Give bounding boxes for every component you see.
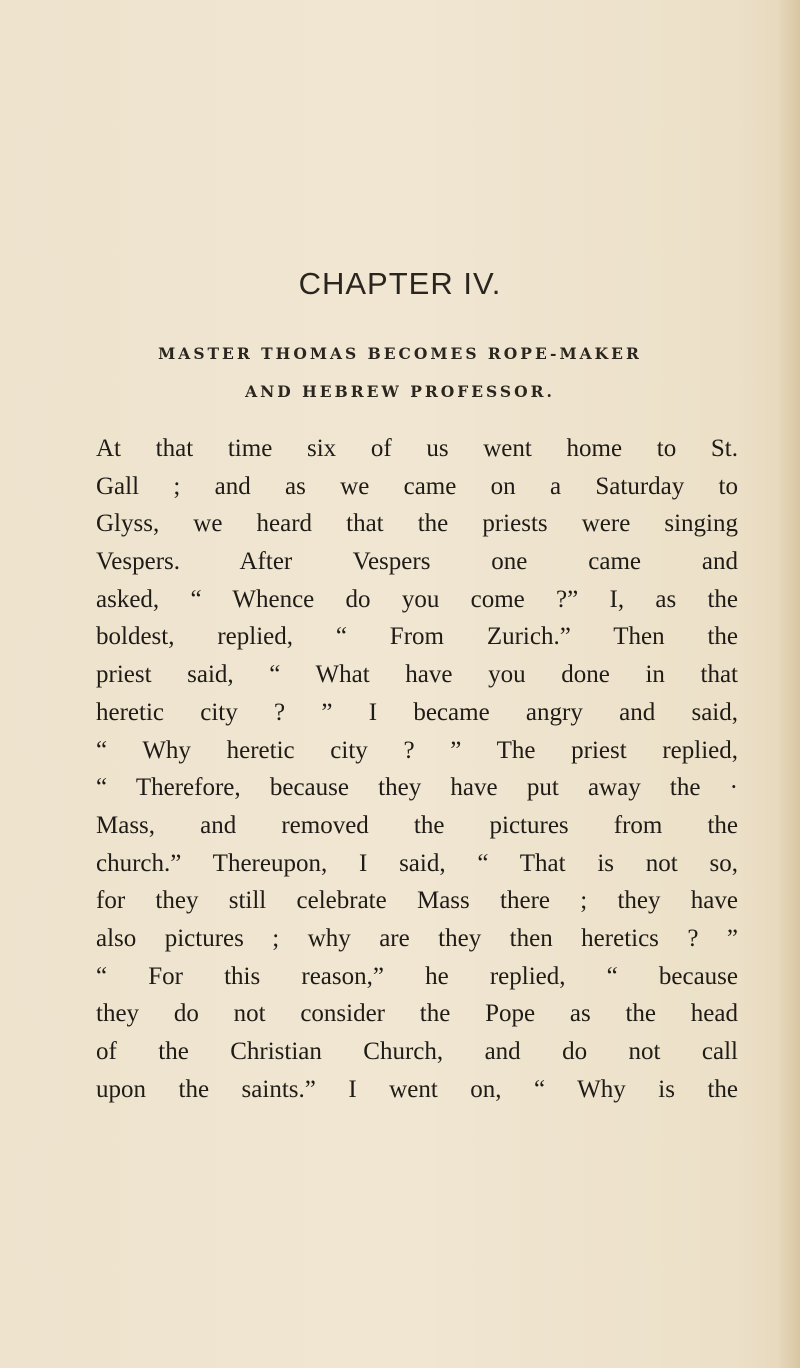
text-line: boldest, replied, “ From Zurich.” Then the: [96, 623, 738, 651]
text-line: “ Why heretic city ? ” The priest replied,: [96, 736, 738, 764]
chapter-subtitle-line-2: AND HEBREW PROFESSOR.: [245, 382, 555, 401]
body-text: [96, 430, 738, 1108]
text-line: Gall ; and as we came on a Saturday to: [96, 472, 738, 500]
text-line: heretic city ? ” I became angry and said,: [96, 698, 738, 726]
text-line: church.” Thereupon, I said, “ That is not so,: [96, 849, 738, 877]
text-line: Vespers. After Vespers one came and: [96, 548, 738, 576]
text-line: asked, “ Whence do you come ?” I, as the: [96, 585, 738, 613]
text-line: they do not consider the Pope as the head: [96, 1000, 738, 1028]
page-edge-shadow: [778, 0, 800, 1368]
text-line: for they still celebrate Mass there ; they have: [96, 887, 738, 915]
text-line: priest said, “ What have you done in that: [96, 661, 738, 689]
text-line: “ Therefore, because they have put away the ·: [96, 774, 738, 802]
text-line: Mass, and removed the pictures from the: [96, 811, 738, 839]
text-line: At that time six of us went home to St.: [96, 435, 738, 462]
text-line: upon the saints.” I went on, “ Why is the: [96, 1075, 738, 1103]
text-line: of the Christian Church, and do not call: [96, 1038, 738, 1065]
text-line: also pictures ; why are they then heretics ? ”: [96, 924, 738, 952]
chapter-title: CHAPTER IV.: [298, 266, 502, 301]
text-line: “ For this reason,” he replied, “ because: [96, 962, 738, 990]
chapter-subtitle-line-1: MASTER THOMAS BECOMES ROPE-MAKER: [158, 344, 642, 363]
text-line: Glyss, we heard that the priests were singing: [96, 510, 738, 538]
